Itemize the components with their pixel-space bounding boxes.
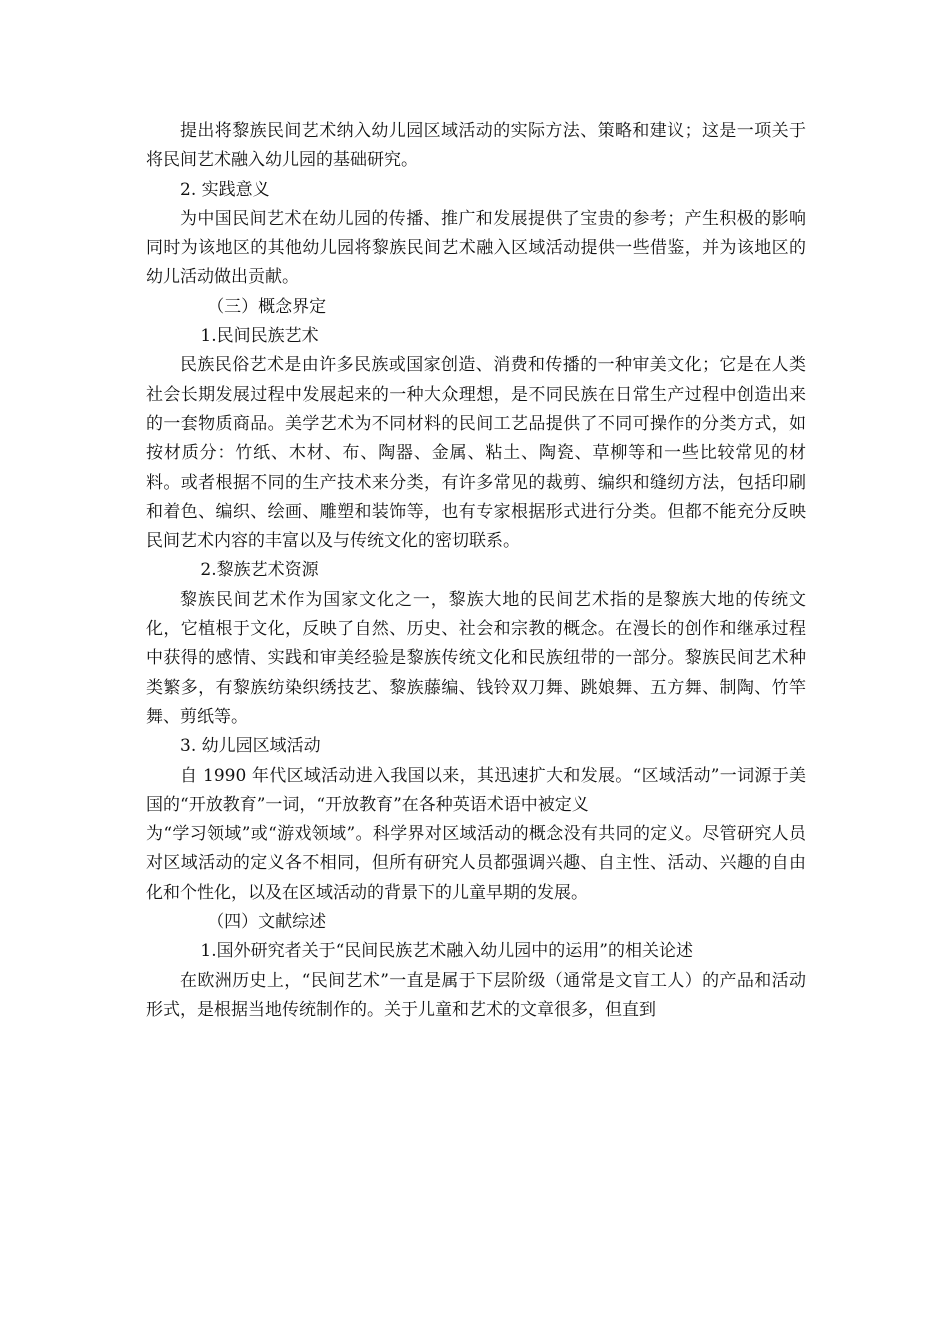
heading-literature-review: （四）文献综述 bbox=[207, 912, 327, 933]
foreign-research-paragraph: 在欧洲历史上，“民间艺术”一直是属于下层阶级（通常是文盲工人）的产品和活动形式，是根据当地传统制作的。关于儿童和艺术的文章很多，但直到 bbox=[146, 970, 806, 1020]
li-art-resources-paragraph: 黎族民间艺术作为国家文化之一，黎族大地的民间艺术指的是黎族大地的传统文化，它植根于文化，反映了自然、历史、社会和宗教的概念。在漫长的创作和继承过程中获得的感情、实践和审美经验是黎族传统文化和民族纽带的一部分。黎族民间艺术种类繁多，有黎族纺染织绣技艺、黎族藤编、钱铃双刀舞、跳娘舞、五方舞、制陶、竹竿舞、剪纸等。 bbox=[146, 589, 806, 727]
heading-foreign-research: 1.国外研究者关于“民间民族艺术融入幼儿园中的运用”的相关论述 bbox=[200, 941, 693, 962]
intro-paragraph: 提出将黎族民间艺术纳入幼儿园区域活动的实际方法、策略和建议；这是一项关于将民间艺术融入幼儿园的基础研究。 bbox=[146, 121, 806, 171]
area-activities-paragraph-start: 自 1990 年代区域活动进入我国以来，其迅速扩大和发展。“区域活动”一词源于美国的“开放教育”一词，“开放教育”在各种英语术语中被定义 bbox=[146, 765, 806, 815]
heading-kindergarten-area-activities: 3. 幼儿园区域活动 bbox=[180, 736, 321, 757]
area-activities-paragraph-cont: 为“学习领域”或“游戏领域”。科学界对区域活动的概念没有共同的定义。尽管研究人员对区域活动的定义各不相同，但所有研究人员都强调兴趣、自主性、活动、兴趣的自由化和个性化，以及在区域活动的背景下的儿童早期的发展。 bbox=[146, 824, 806, 903]
heading-concept-definition: （三）概念界定 bbox=[207, 296, 327, 317]
heading-practical-significance: 2. 实践意义 bbox=[180, 179, 270, 200]
heading-folk-ethnic-art: 1.民间民族艺术 bbox=[200, 326, 319, 347]
heading-li-art-resources: 2.黎族艺术资源 bbox=[200, 560, 319, 581]
body-text bbox=[146, 117, 806, 1025]
practical-significance-paragraph: 为中国民间艺术在幼儿园的传播、推广和发展提供了宝贵的参考；产生积极的影响同时为该地区的其他幼儿园将黎族民间艺术融入区域活动提供一些借鉴，并为该地区的幼儿活动做出贡献。 bbox=[146, 208, 806, 288]
folk-ethnic-art-paragraph: 民族民俗艺术是由许多民族或国家创造、消费和传播的一种审美文化；它是在人类社会长期发展过程中发展起来的一种大众理想，是不同民族在日常生产过程中创造出来的一套物质商品。美学艺术为不同材料的民间工艺品提供了不同可操作的分类方式，如按材质分：竹纸、木材、布、陶器、金属、粘土、陶瓷、草柳等和一些比较常见的材料。或者根据不同的生产技术来分类，有许多常见的裁剪、编织和缝纫方法，包括印刷和着色、编织、绘画、雕塑和装饰等，也有专家根据形式进行分类。但都不能充分反映民间艺术内容的丰富以及与传统文化的密切联系。 bbox=[146, 355, 806, 552]
